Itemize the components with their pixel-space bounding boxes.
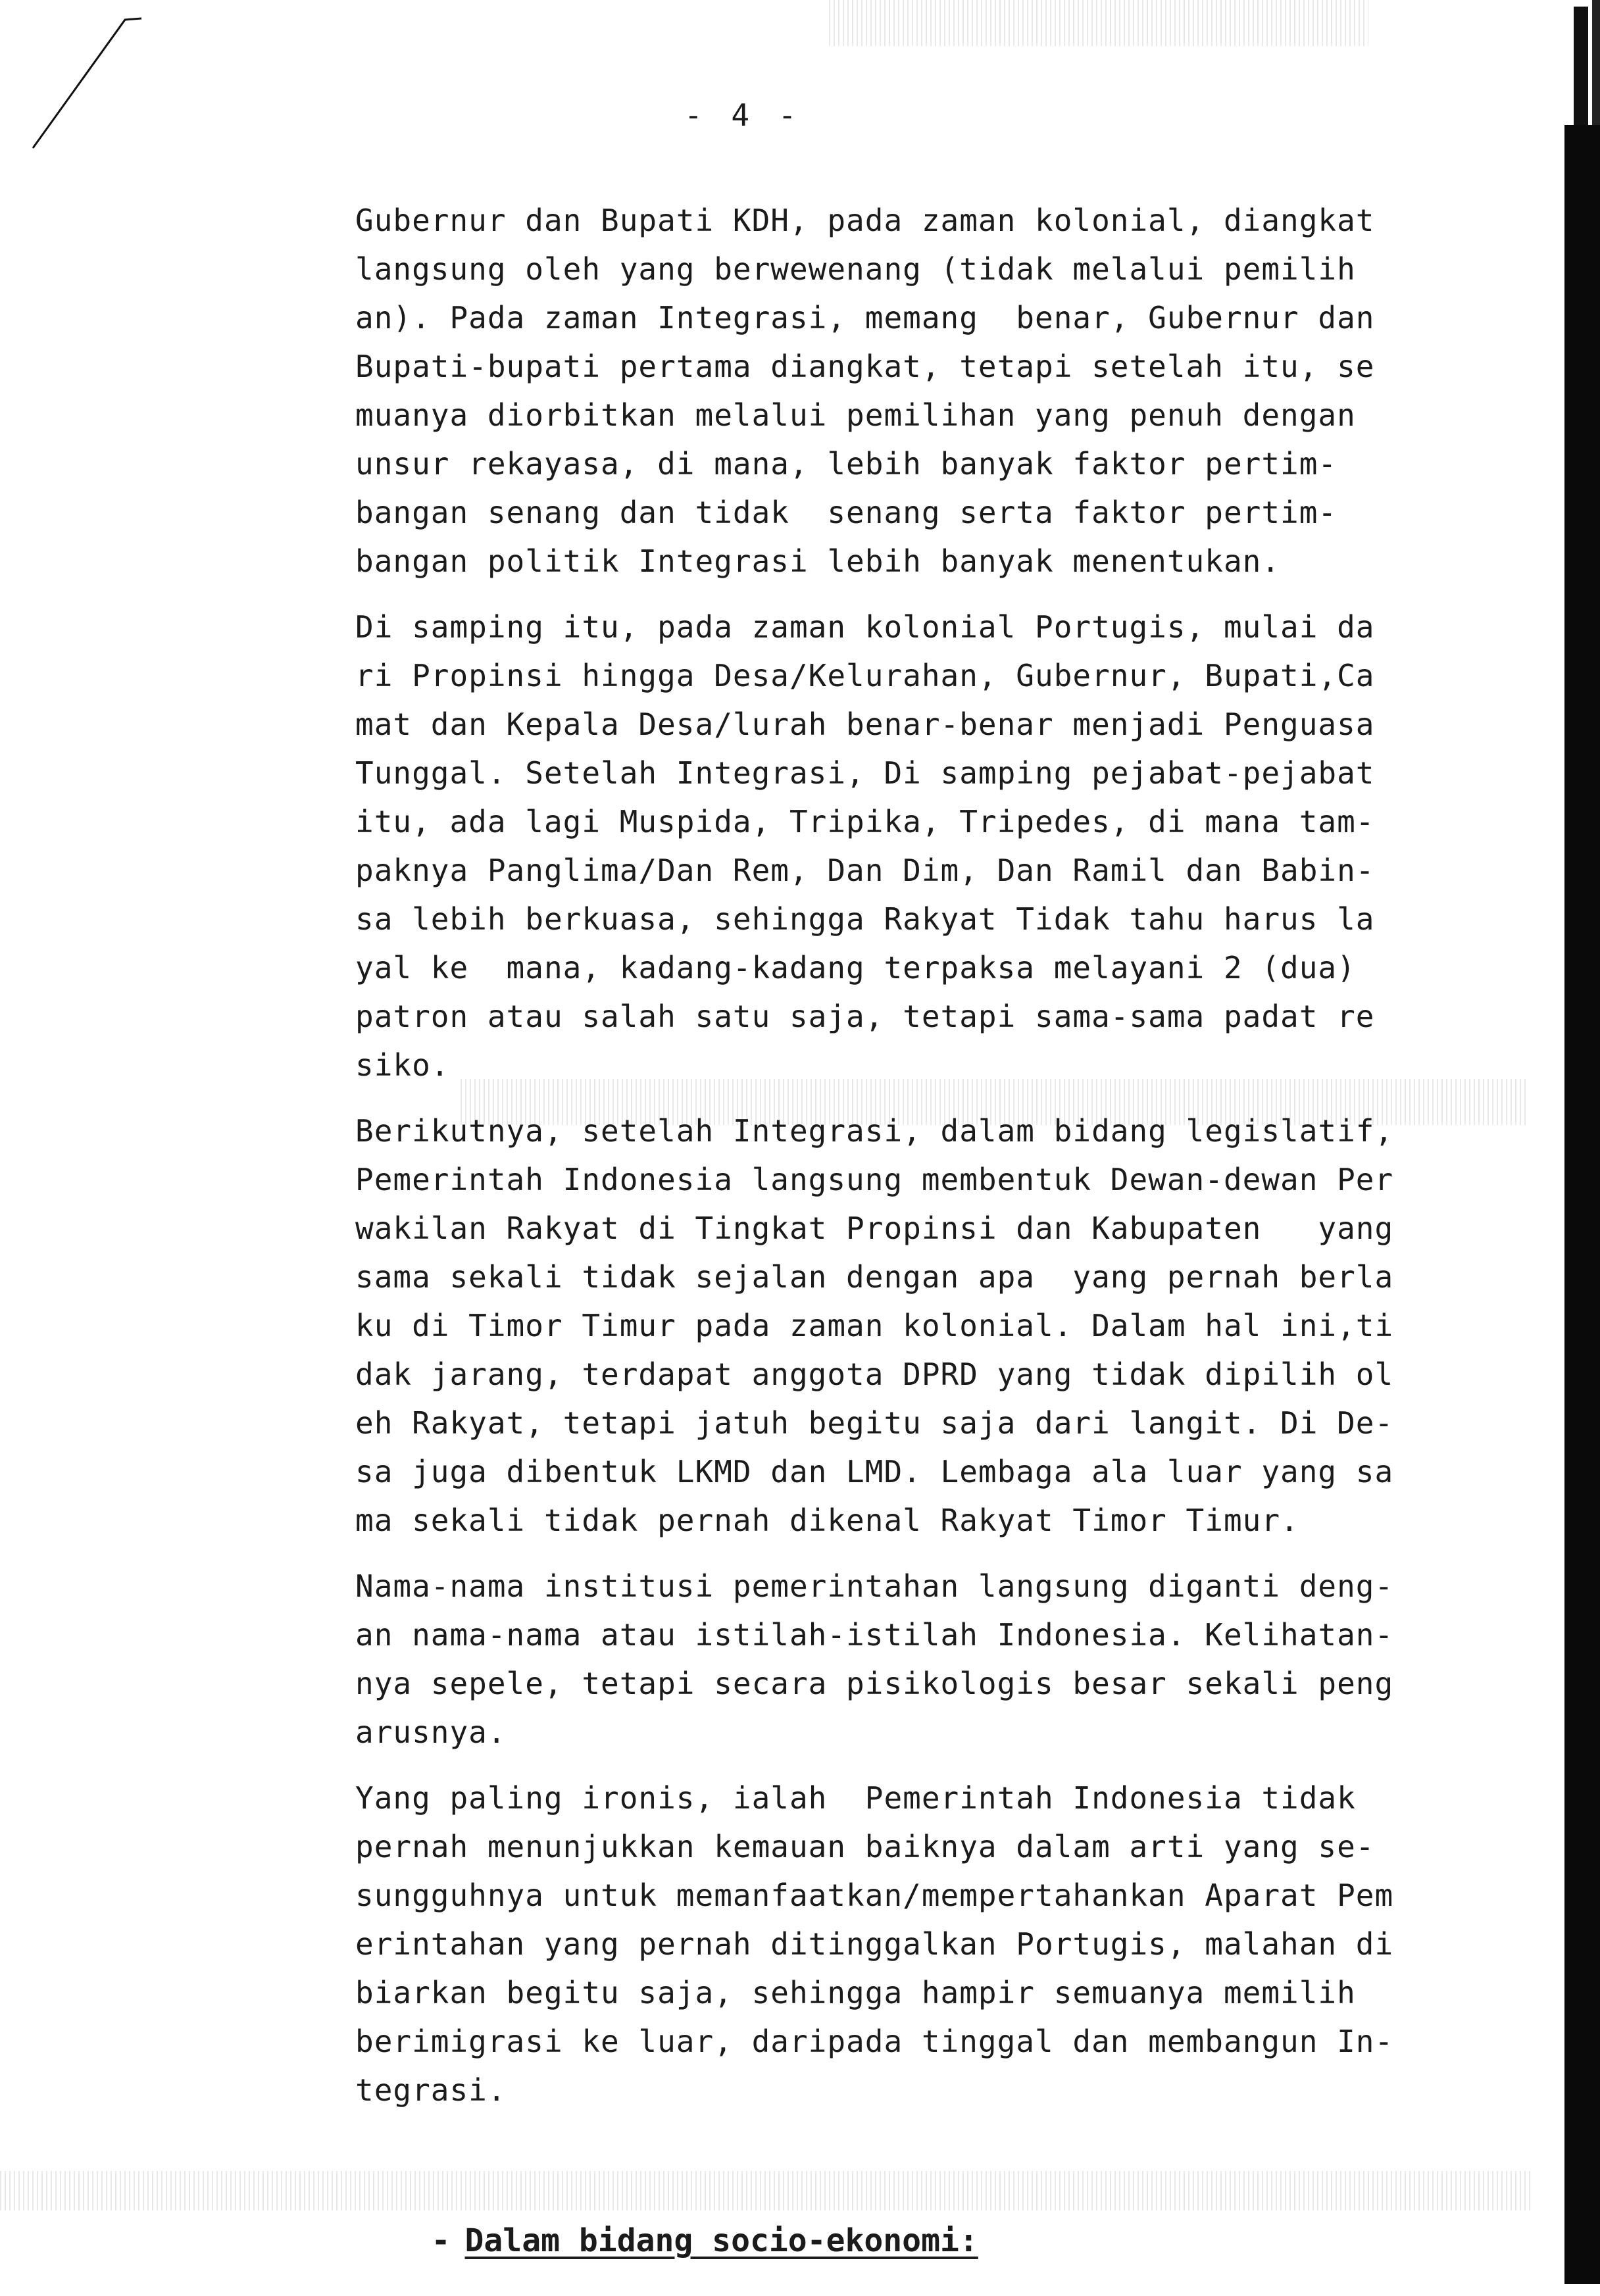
text-line: siko.: [355, 1047, 450, 1083]
section-heading: [355, 2185, 978, 2296]
text-line: Tunggal. Setelah Integrasi, Di samping pejabat-pejabat: [355, 755, 1375, 791]
text-line: unsur rekayasa, di mana, lebih banyak faktor pertim-: [355, 446, 1338, 482]
scan-edge-bar: [1564, 125, 1600, 2284]
text-line: yal ke mana, kadang-kadang terpaksa melayani 2 (dua): [355, 950, 1356, 986]
text-line: erintahan yang pernah ditinggalkan Portugis, malahan di: [355, 1926, 1394, 1962]
page-number: - 4 -: [684, 97, 802, 133]
text-line: ku di Timor Timur pada zaman kolonial. Dalam hal ini,ti: [355, 1308, 1394, 1343]
text-line: Pemerintah Indonesia langsung membentuk Dewan-dewan Per: [355, 1162, 1394, 1197]
pen-stroke-mark: [26, 13, 158, 158]
text-line: paknya Panglima/Dan Rem, Dan Dim, Dan Ramil dan Babin-: [355, 853, 1375, 888]
paragraph-single-ruler: [355, 603, 1513, 1089]
text-line: an). Pada zaman Integrasi, memang benar, Gubernur dan: [355, 300, 1375, 336]
text-line: biarkan begitu saja, sehingga hampir semuanya memilih: [355, 1975, 1356, 2010]
scan-edge-top: [1592, 0, 1600, 132]
text-line: nya sepele, tetapi secara pisikologis besar sekali peng: [355, 1666, 1394, 1701]
text-line: tegrasi.: [355, 2072, 507, 2108]
text-line: Nama-nama institusi pemerintahan langsung diganti deng-: [355, 1568, 1394, 1604]
scan-binder-clip: [1574, 7, 1588, 132]
text-line: bangan senang dan tidak senang serta faktor pertim-: [355, 495, 1338, 530]
scan-noise-top: [829, 0, 1368, 46]
paragraph-legislative: [355, 1107, 1513, 1545]
heading-title: Dalam bidang socio-ekonomi:: [464, 2222, 978, 2259]
text-line: wakilan Rakyat di Tingkat Propinsi dan Kabupaten yang: [355, 1210, 1394, 1246]
text-line: Yang paling ironis, ialah Pemerintah Indonesia tidak: [355, 1780, 1356, 1816]
text-line: langsung oleh yang berwewenang (tidak melalui pemilih: [355, 251, 1356, 287]
text-line: patron atau salah satu saja, tetapi sama-sama padat re: [355, 999, 1375, 1034]
heading-dash: -: [431, 2222, 451, 2259]
text-line: bangan politik Integrasi lebih banyak menentukan.: [355, 543, 1281, 579]
text-line: Di samping itu, pada zaman kolonial Portugis, mulai da: [355, 609, 1375, 645]
text-line: Bupati-bupati pertama diangkat, tetapi setelah itu, se: [355, 349, 1375, 384]
text-line: sungguhnya untuk memanfaatkan/mempertahankan Aparat Pem: [355, 1878, 1394, 1913]
text-line: sa juga dibentuk LKMD dan LMD. Lembaga ala luar yang sa: [355, 1454, 1394, 1489]
body-text: [355, 196, 1513, 2114]
text-line: itu, ada lagi Muspida, Tripika, Tripedes, di mana tam-: [355, 804, 1375, 839]
paragraph-institution-names: [355, 1562, 1513, 1757]
text-line: berimigrasi ke luar, daripada tinggal dan membangun In-: [355, 2024, 1394, 2059]
text-line: mat dan Kepala Desa/lurah benar-benar menjadi Penguasa: [355, 707, 1375, 742]
text-line: pernah menunjukkan kemauan baiknya dalam arti yang se-: [355, 1829, 1375, 1864]
text-line: eh Rakyat, tetapi jatuh begitu saja dari langit. Di De-: [355, 1405, 1394, 1441]
paragraph-ironic: [355, 1774, 1513, 2114]
text-line: dak jarang, terdapat anggota DPRD yang tidak dipilih ol: [355, 1357, 1394, 1392]
text-line: sama sekali tidak sejalan dengan apa yang pernah berla: [355, 1259, 1394, 1295]
text-line: sa lebih berkuasa, sehingga Rakyat Tidak tahu harus la: [355, 901, 1375, 937]
paragraph-officials-appointment: [355, 196, 1513, 586]
text-line: muanya diorbitkan melalui pemilihan yang penuh dengan: [355, 397, 1356, 433]
text-line: ri Propinsi hingga Desa/Kelurahan, Gubernur, Bupati,Ca: [355, 658, 1375, 693]
text-line: ma sekali tidak pernah dikenal Rakyat Timor Timur.: [355, 1503, 1299, 1538]
text-line: arusnya.: [355, 1714, 507, 1750]
text-line: Gubernur dan Bupati KDH, pada zaman kolonial, diangkat: [355, 203, 1375, 238]
text-line: Berikutnya, setelah Integrasi, dalam bidang legislatif,: [355, 1113, 1394, 1149]
text-line: an nama-nama atau istilah-istilah Indonesia. Kelihatan-: [355, 1617, 1394, 1653]
